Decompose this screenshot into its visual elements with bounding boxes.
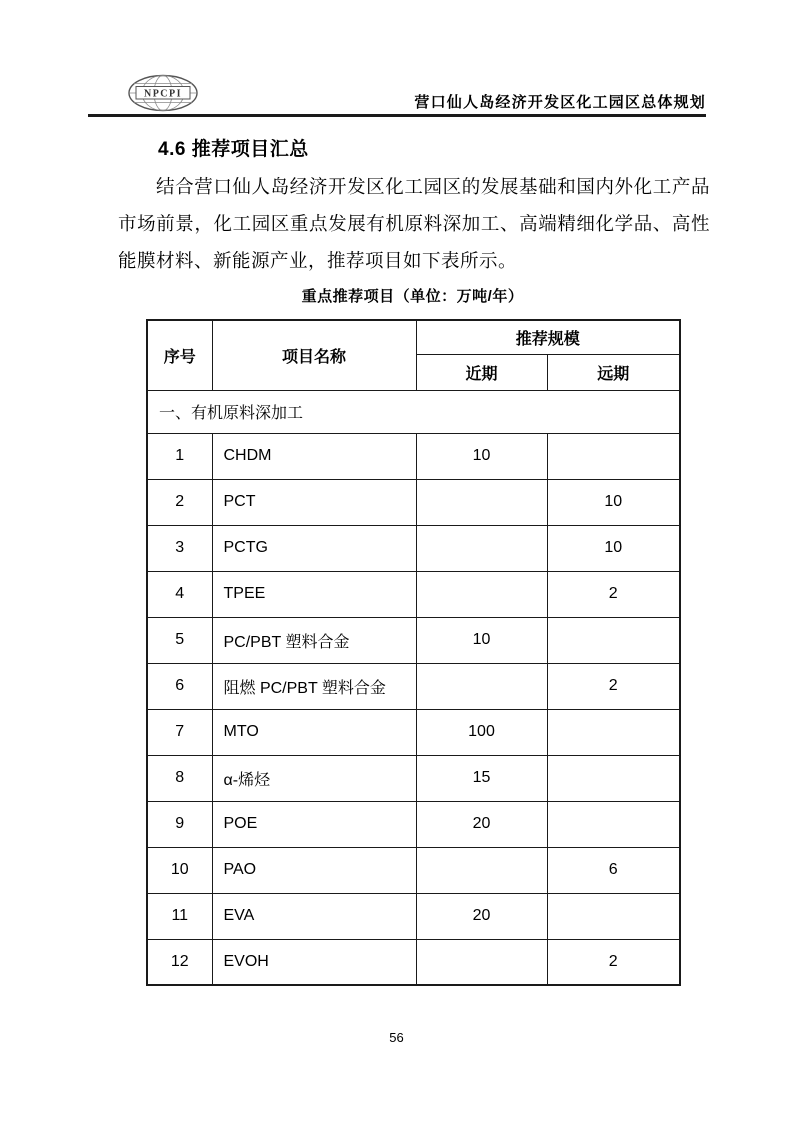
table-row [147,755,680,801]
table-row [147,571,680,617]
project-near: 10 [416,617,547,663]
project-near: 20 [416,801,547,847]
project-near [416,939,547,985]
header-title: 营口仙人岛经济开发区化工园区总体规划 [414,95,706,111]
project-name: CHDM [212,433,416,479]
logo-text: NPCPI [143,88,183,100]
project-no: 10 [147,847,212,893]
column-header-far-term: 远期 [547,354,680,390]
project-name: PAO [212,847,416,893]
project-name: EVA [212,893,416,939]
project-no: 6 [147,663,212,709]
project-no: 12 [147,939,212,985]
project-no: 9 [147,801,212,847]
column-header-name: 项目名称 [212,320,416,390]
project-no: 7 [147,709,212,755]
project-name: MTO [212,709,416,755]
table-row [147,433,680,479]
body-paragraph: 结合营口仙人岛经济开发区化工园区的发展基础和国内外化工产品市场前景，化工园区重点发展有机原料深加工、高端精细化学品、高性能膜材料、新能源产业，推荐项目如下表所示。 [118,176,710,271]
project-far [547,433,680,479]
column-header-near-term: 近期 [416,354,547,390]
table-row [147,801,680,847]
project-far [547,893,680,939]
column-header-no: 序号 [147,320,212,390]
project-no: 5 [147,617,212,663]
project-far [547,801,680,847]
project-far [547,709,680,755]
project-near [416,663,547,709]
table-row [147,709,680,755]
table-header-row-1 [147,320,680,354]
table-category-row [147,390,680,433]
project-near [416,479,547,525]
project-far: 2 [547,571,680,617]
project-name: POE [212,801,416,847]
table-caption: 重点推荐项目（单位：万吨/年） [301,288,524,305]
table-row [147,479,680,525]
table-row [147,847,680,893]
project-near: 100 [416,709,547,755]
project-near [416,847,547,893]
project-name: PCT [212,479,416,525]
project-far: 2 [547,939,680,985]
project-no: 1 [147,433,212,479]
table-row [147,525,680,571]
project-name: α-烯烃 [212,755,416,801]
column-header-scale: 推荐规模 [416,320,680,354]
project-name: TPEE [212,571,416,617]
project-far: 10 [547,525,680,571]
project-name: PCTG [212,525,416,571]
section-heading: 4.6 推荐项目汇总 [158,139,309,160]
project-far [547,617,680,663]
project-near [416,525,547,571]
header-divider [88,114,706,117]
project-no: 11 [147,893,212,939]
project-name: 阻燃 PC/PBT 塑料合金 [212,663,416,709]
project-near [416,571,547,617]
category-label: 一、有机原料深加工 [147,390,680,433]
project-far: 6 [547,847,680,893]
table-row [147,663,680,709]
table-row [147,893,680,939]
table-row [147,939,680,985]
recommended-projects-table [146,319,681,986]
project-far [547,755,680,801]
project-no: 2 [147,479,212,525]
project-near: 10 [416,433,547,479]
table-row [147,617,680,663]
project-near: 20 [416,893,547,939]
npcpi-globe-logo-icon [127,73,199,113]
project-far: 10 [547,479,680,525]
page-number: 56 [389,1030,404,1045]
project-name: PC/PBT 塑料合金 [212,617,416,663]
project-name: EVOH [212,939,416,985]
project-near: 15 [416,755,547,801]
project-no: 4 [147,571,212,617]
project-no: 8 [147,755,212,801]
project-far: 2 [547,663,680,709]
project-no: 3 [147,525,212,571]
